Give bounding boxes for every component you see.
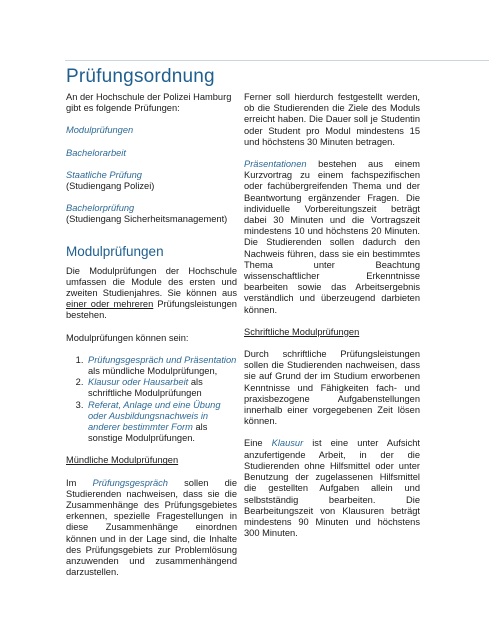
klausur-paragraph bbox=[244, 438, 420, 539]
text-fragment: bestehen aus einem Kurzvortrag zu einem fachspezifischen oder fachübergreifenden Thema und der Beantwortung ergänzender Fragen. Die individuelle Vorbereitungszeit beträgt dabei 30 Minuten und die Vortragszeit mindestens 10 und höchstens 20 Minuten. Die Studierenden sollen dadurch den Nachweis führen, dass sie ein bestimmtes Thema unter Beachtung wissenschaftlicher Erkenntnisse bearbeiten sowie das Arbeitsergebnis verständlich und überzeugend darbieten können. bbox=[244, 159, 420, 315]
exam-type-bachelorpruefung bbox=[66, 203, 237, 225]
text-fragment: ist eine unter Aufsicht anzufertigende Arbeit, in der die Studierenden ohne Hilfsmittel oder unter Benutzung der zugelassenen Hilfsmittel die gestellten Aufgaben allein und selbstständig bearbeiten. Die Bearbeitungszeit von Klausuren beträgt mindestens 90 Minuten und höchstens 300 Minuten. bbox=[244, 438, 420, 539]
oral-paragraph bbox=[66, 478, 237, 579]
text-fragment: Prüfungsleistungen bestehen. bbox=[66, 299, 237, 321]
link-pruefungsgespraech[interactable]: Prüfungsgespräch bbox=[92, 477, 168, 488]
duration-paragraph: Ferner soll hierdurch festgestellt werden, ob die Studierenden die Ziele des Moduls erreicht haben. Die Dauer soll je Studentin oder Student pro Modul mindestens 15 und höchstens 30 Minuten betragen. bbox=[244, 92, 420, 147]
link-modulpruefungen[interactable]: Modulprüfungen bbox=[66, 125, 134, 136]
link-einer-oder-mehreren[interactable]: einer oder mehreren bbox=[66, 299, 154, 310]
written-heading bbox=[244, 327, 420, 338]
exam-type-note: (Studiengang Polizei) bbox=[66, 181, 155, 192]
right-column bbox=[244, 92, 420, 550]
section-intro bbox=[66, 266, 237, 322]
presentation-paragraph bbox=[244, 159, 420, 316]
exam-type-modulpruefungen bbox=[66, 125, 237, 136]
exam-type-bachelorarbeit bbox=[66, 148, 237, 159]
list-item-text: als sonstige Modulprüfungen. bbox=[88, 422, 208, 444]
list-intro: Modulprüfungen können sein: bbox=[66, 332, 189, 343]
text-fragment: Eine bbox=[244, 438, 272, 449]
link-klausur-hausarbeit[interactable]: Klausur oder Hausarbeit bbox=[88, 377, 189, 388]
list-item-text: als mündliche Modulprüfungen, bbox=[88, 366, 218, 377]
exam-type-note: (Studiengang Sicherheitsmanagement) bbox=[66, 214, 228, 225]
header-rule bbox=[65, 60, 489, 61]
text-fragment: sollen die Studierenden nachweisen, dass sie die Zusammenhänge des Prüfungsgebietes erkennen, spezielle Fragestellungen in diese Zusammenhänge einordnen können und in der Lage sind, die Inhalte des Prüfungsgebiets zur Problemlösung anzuwenden und zusammenhängend darzustellen. bbox=[66, 477, 237, 578]
link-schriftliche-modulpruefungen[interactable]: Schriftliche Modulprüfungen bbox=[244, 326, 360, 337]
link-praesentationen[interactable]: Präsentationen bbox=[244, 159, 307, 170]
text-fragment: Die Modulprüfungen der Hochschule umfassen die Module des ersten und zweiten Studienjahres. Sie können aus bbox=[66, 265, 237, 299]
link-bachelorarbeit[interactable]: Bachelorarbeit bbox=[66, 147, 126, 158]
oral-heading bbox=[66, 455, 237, 466]
list-item bbox=[86, 377, 237, 399]
written-paragraph: Durch schriftliche Prüfungsleistungen sollen die Studierenden nachweisen, dass sie auf Grund der im Studium erworbenen Kenntnisse und Fähigkeiten fach- und praxisbezogene Aufgabenstellungen innerhalb einer vorgegebenen Zeit lösen können. bbox=[244, 349, 420, 427]
link-staatliche-pruefung[interactable]: Staatliche Prüfung bbox=[66, 169, 142, 180]
link-muendliche-modulpruefungen[interactable]: Mündliche Modulprüfungen bbox=[66, 455, 179, 466]
link-klausur[interactable]: Klausur bbox=[271, 438, 304, 449]
left-column bbox=[66, 92, 237, 590]
exam-list bbox=[66, 355, 237, 445]
section-heading-modulpruefungen: Modulprüfungen bbox=[66, 243, 164, 259]
text-fragment: Im bbox=[66, 477, 93, 488]
intro-paragraph: An der Hochschule der Polizei Hamburg gibt es folgende Prüfungen: bbox=[66, 92, 232, 114]
exam-type-staatliche-pruefung bbox=[66, 170, 237, 192]
page-title: Prüfungsordnung bbox=[66, 66, 215, 87]
list-item bbox=[86, 400, 237, 445]
list-item bbox=[86, 355, 237, 377]
list-item-text: als schriftliche Modulprüfungen bbox=[88, 377, 203, 399]
link-pruefungsgespraech-praesentation[interactable]: Prüfungsgespräch und Präsentation bbox=[88, 354, 237, 365]
link-referat-anlage-uebung[interactable]: Referat, Anlage und eine Übung oder Ausbildungsnachweis in anderer bestimmter Form bbox=[88, 399, 221, 433]
link-bachelorpruefung[interactable]: Bachelorprüfung bbox=[66, 203, 135, 214]
